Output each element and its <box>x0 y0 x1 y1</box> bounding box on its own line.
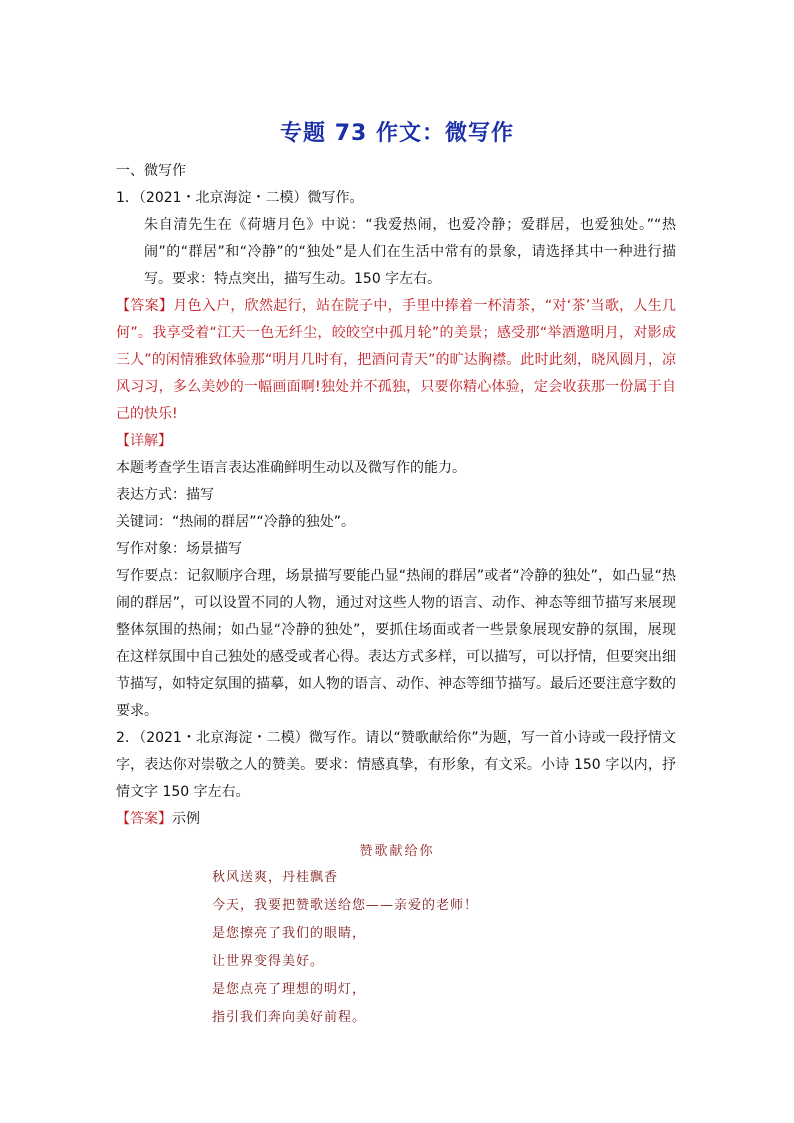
question-1-prompt: 朱自清先生在《荷塘月色》中说：“我爱热闹，也爱冷静；爱群居，也爱独处。”“热闹”的“群居”和“冷静”的“独处”是人们在生活中常有的景象，请选择其中一种进行描写。要求：特点突出，描写生动。150 字左右。 <box>144 217 676 287</box>
detail-tag: 【详解】 <box>116 433 172 449</box>
writing-points: 写作要点：记叙顺序合理，场景描写要能凸显“热闹的群居”或者“冷静的独处”，如凸显“热闹的群居”，可以设置不同的人物，通过对这些人物的语言、动作、神态等细节描写来展现整体氛围的热闹；如凸显“冷静的独处”，要抓住场面或者一些景象展现安静的氛围，展现在这样氛围中自己独处的感受或者心得。表达方式多样，可以描写，可以抒情，但要突出细节描写，如特定氛围的描摹，如人物的语言、动作、神态等细节描写。最后还要注意字数的要求。 <box>116 568 676 719</box>
question-1-answer <box>116 293 676 428</box>
question-2-answer <box>116 806 676 833</box>
detail-line: 表达方式：描写 <box>116 487 214 503</box>
answer-tag: 【答案】 <box>116 298 174 314</box>
answer-tag: 【答案】 <box>116 811 172 827</box>
section-heading: 一、微写作 <box>116 163 186 179</box>
poem-line: 是您点亮了理想的明灯， <box>212 982 367 997</box>
answer-text: 示例 <box>172 811 200 827</box>
document-body <box>116 158 676 833</box>
answer-text: 月色入户，欣然起行，站在院子中，手里中捧着一杯清茶，“对‘茶’当歌，人生几何”。我享受着“江天一色无纤尘，皎皎空中孤月轮”的美景；感受那“举酒邀明月，对影成三人”的闲情雅致体验那“明月几时有，把酒问青天”的旷达胸襟。此时此刻，晓风圆月，凉风习习，多么美妙的一幅画面啊!独处并不孤独，只要你精心体验，定会收获那一份属于自己的快乐! <box>116 298 676 422</box>
page-title: 专题 73 作文：微写作 <box>280 121 514 146</box>
detail-line: 写作对象：场景描写 <box>116 541 242 557</box>
poem-line: 指引我们奔向美好前程。 <box>212 1010 367 1025</box>
poem-line: 让世界变得美好。 <box>212 954 325 969</box>
detail-line: 本题考查学生语言表达准确鲜明生动以及微写作的能力。 <box>116 460 466 476</box>
question-2-prompt: 2．（2021・北京海淀・二模）微写作。请以“赞歌献给你”为题，写一首小诗或一段抒情文字，表达你对崇敬之人的赞美。要求：情感真挚，有形象，有文采。小诗 150 字以内，抒情文字 150 字左右。 <box>116 730 676 800</box>
poem-title: 赞歌献给你 <box>359 844 435 859</box>
question-1-header: 1．（2021・北京海淀・二模）微写作。 <box>116 190 364 206</box>
poem-line: 是您擦亮了我们的眼睛， <box>212 926 367 941</box>
poem <box>212 864 478 1032</box>
poem-line: 秋风送爽，丹桂飘香 <box>212 870 339 885</box>
poem-line: 今天，我要把赞歌送给您——亲爱的老师！ <box>212 898 479 913</box>
detail-line: 关键词：“热闹的群居”“冷静的独处”。 <box>116 514 356 530</box>
